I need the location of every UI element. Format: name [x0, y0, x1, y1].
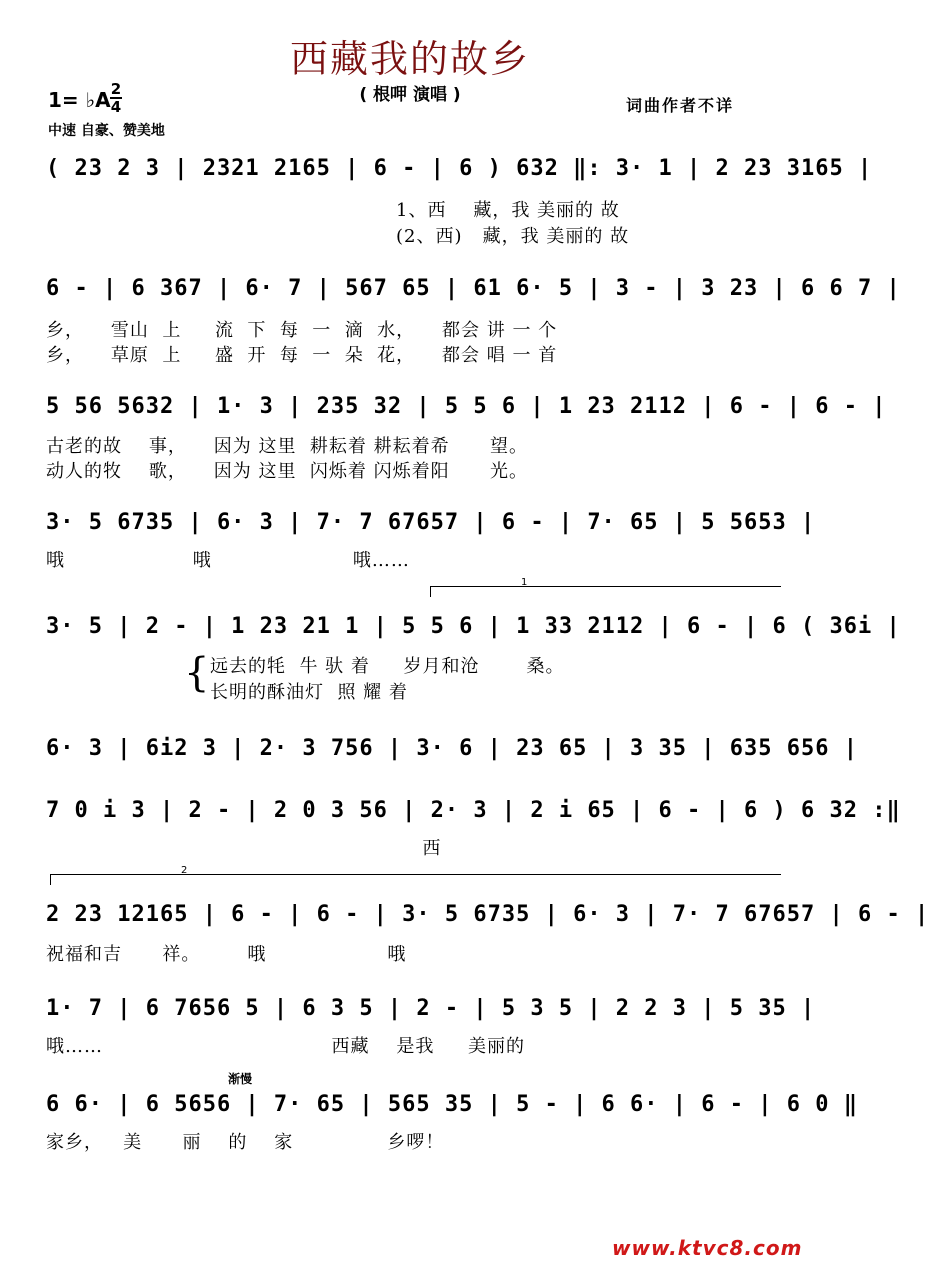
notation-line: 1· 7 | 6 7656 5 | 6 3 5 | 2 - | 5 3 5 | 2 2 3 | 5 35 |: [46, 996, 816, 1021]
staff-line-4: [0, 510, 820, 550]
performer-credit: ( 根呷 演唱 ): [359, 85, 461, 105]
lyric-verse-1: 哦 哦 哦……: [46, 550, 410, 571]
volta-bracket-1: [430, 577, 781, 597]
time-sig-top: 2: [110, 80, 122, 98]
staff-line-10: [0, 1092, 858, 1132]
notation-line: 2 23 12165 | 6 - | 6 - | 3· 5 6735 | 6· 3 | 7· 7 67657 | 6 - |: [46, 902, 929, 927]
lyric-verse-2: (2、西) 藏，我 美丽的 故: [396, 226, 630, 247]
lyric-verse-1: 1、西 藏，我 美丽的 故: [396, 200, 620, 221]
time-sig-bottom: 4: [110, 98, 122, 116]
key-signature: 1= ♭A: [48, 88, 111, 112]
staff-line-3: [0, 394, 887, 434]
lyric-verse-2: 动人的牧 歌， 因为 这里 闪烁着 闪烁着阳 光。: [46, 461, 528, 482]
lyric-brace: {: [184, 650, 210, 696]
lyric-verse-2: 长明的酥油灯 照 耀 着: [210, 682, 408, 703]
volta-number: 1: [521, 577, 528, 588]
notation-line: 5 56 5632 | 1· 3 | 235 32 | 5 5 6 | 1 23 2112 | 6 - | 6 - |: [46, 394, 887, 419]
notation-line: 6· 3 | 6i2 3 | 2· 3 756 | 3· 6 | 23 65 | 3 35 | 635 656 |: [46, 736, 858, 761]
staff-line-9: [0, 996, 820, 1036]
staff-line-5: [0, 614, 901, 654]
lyric-verse-1: 远去的牦 牛 驮 着 岁月和沧 桑。: [210, 656, 565, 677]
composer-credit: 词曲作者不详: [626, 96, 735, 115]
volta-bracket-2: [50, 865, 781, 885]
staff-line-8: [0, 902, 929, 942]
lyric-verse-1: 乡， 雪山 上 流 下 每 一 滴 水， 都会 讲 一 个: [46, 320, 558, 341]
lyric-verse-1: 古老的故 事， 因为 这里 耕耘着 耕耘着希 望。: [46, 436, 528, 457]
lyric-verse-1: 哦…… 西藏 是我 美丽的: [46, 1036, 526, 1057]
staff-line-7: [0, 798, 901, 838]
staff-line-1: [0, 156, 873, 196]
ritardando-mark: 渐慢: [228, 1072, 253, 1086]
notation-line: 6 6· | 6 5656 | 7· 65 | 565 35 | 5 - | 6 6· | 6 - | 6 0 ‖: [46, 1092, 858, 1117]
notation-line: 3· 5 6735 | 6· 3 | 7· 7 67657 | 6 - | 7· 65 | 5 5653 |: [46, 510, 816, 535]
staff-line-2: [0, 276, 901, 316]
song-title: 西藏我的故乡: [289, 37, 530, 81]
lyric-verse-1: 家乡， 美 丽 的 家 乡啰！: [46, 1132, 445, 1153]
time-signature: [110, 82, 122, 114]
tempo-marking: 中速 自豪、赞美地: [48, 123, 165, 139]
lyric-verse-1: 西: [46, 838, 442, 859]
notation-line: 3· 5 | 2 - | 1 23 21 1 | 5 5 6 | 1 33 2112 | 6 - | 6 ( 36i |: [46, 614, 901, 639]
site-watermark: www.ktvc8.com: [612, 1236, 803, 1260]
volta-number: 2: [181, 865, 188, 876]
lyric-verse-2: 乡， 草原 上 盛 开 每 一 朵 花， 都会 唱 一 首: [46, 345, 558, 366]
notation-line: 7 0 i 3 | 2 - | 2 0 3 56 | 2· 3 | 2 i 65 | 6 - | 6 ) 6 32 :‖: [46, 798, 901, 823]
notation-line: 6 - | 6 367 | 6· 7 | 567 65 | 61 6· 5 | 3 - | 3 23 | 6 6 7 |: [46, 276, 901, 301]
lyric-verse-1: 祝福和吉 祥。 哦 哦: [46, 944, 407, 965]
staff-line-6: [0, 736, 858, 776]
notation-line: ( 23 2 3 | 2321 2165 | 6 - | 6 ) 632 ‖: 3· 1 | 2 23 3165 |: [46, 156, 873, 181]
